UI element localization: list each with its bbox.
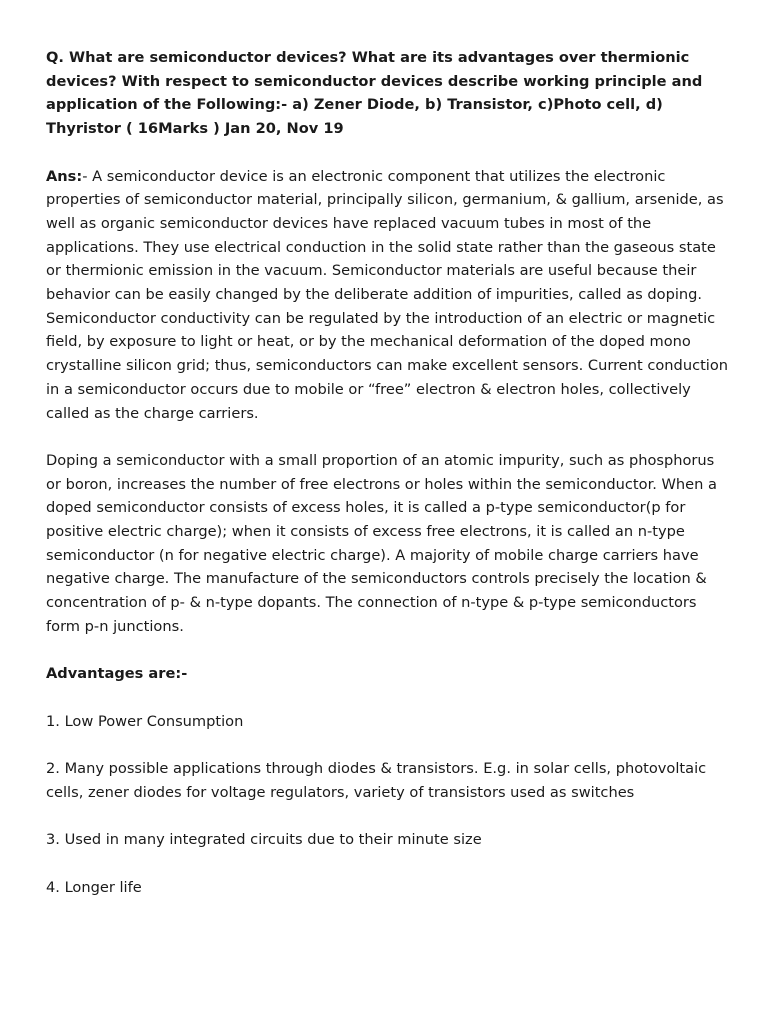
advantage-item-2: 2. Many possible applications through diodes & transistors. E.g. in solar cells, photovoltaic cells, zener diodes for voltage regulators, variety of transistors used as switches — [46, 760, 707, 801]
advantage-item-1: 1. Low Power Consumption — [46, 712, 244, 730]
advantages-heading: Advantages are:- — [46, 665, 188, 683]
answer-paragraph-1 — [46, 165, 732, 426]
answer-label: Ans: — [46, 167, 83, 185]
answer-paragraph-1-text: - A semiconductor device is an electronic component that utilizes the electronic properties of semiconductor material, principally silicon, germanium, & gallium, arsenide, as well as organic semiconductor devices have replaced vacuum tubes in most of the applications. They use electrical conduction in the solid state rather than the gaseous state or thermionic emission in the vacuum. Semiconductor materials are useful because their behavior can be easily changed by the deliberate addition of impurities, called as doping. Semiconductor conductivity can be regulated by the introduction of an electric or magnetic field, by exposure to light or heat, or by the mechanical deformation of the doped mono crystalline silicon grid; thus, semiconductors can make excellent sensors. Current conduction in a semiconductor occurs due to mobile or “free” electron & electron holes, collectively called as the charge carriers. — [46, 167, 729, 422]
advantage-item-3: 3. Used in many integrated circuits due to their minute size — [46, 831, 482, 849]
advantage-item-4: 4. Longer life — [46, 878, 142, 896]
question-text: Q. What are semiconductor devices? What are its advantages over thermionic devices? With respect to semiconductor devices describe working principle and application of the Following:- a) Zener Diode, b) Transistor, c)Photo cell, d) Thyristor ( 16Marks ) Jan 20, Nov 19 — [46, 49, 703, 138]
answer-paragraph-2: Doping a semiconductor with a small proportion of an atomic impurity, such as phosphorus or boron, increases the number of free electrons or holes within the semiconductor. When a doped semiconductor consists of excess holes, it is called a p-type semiconductor(p for positive electric charge); when it consists of excess free electrons, it is called an n-type semiconductor (n for negative electric charge). A majority of mobile charge carriers have negative charge. The manufacture of the semiconductors controls precisely the location & concentration of p- & n-type dopants. The connection of n-type & p-type semiconductors form p-n junctions. — [46, 451, 717, 635]
